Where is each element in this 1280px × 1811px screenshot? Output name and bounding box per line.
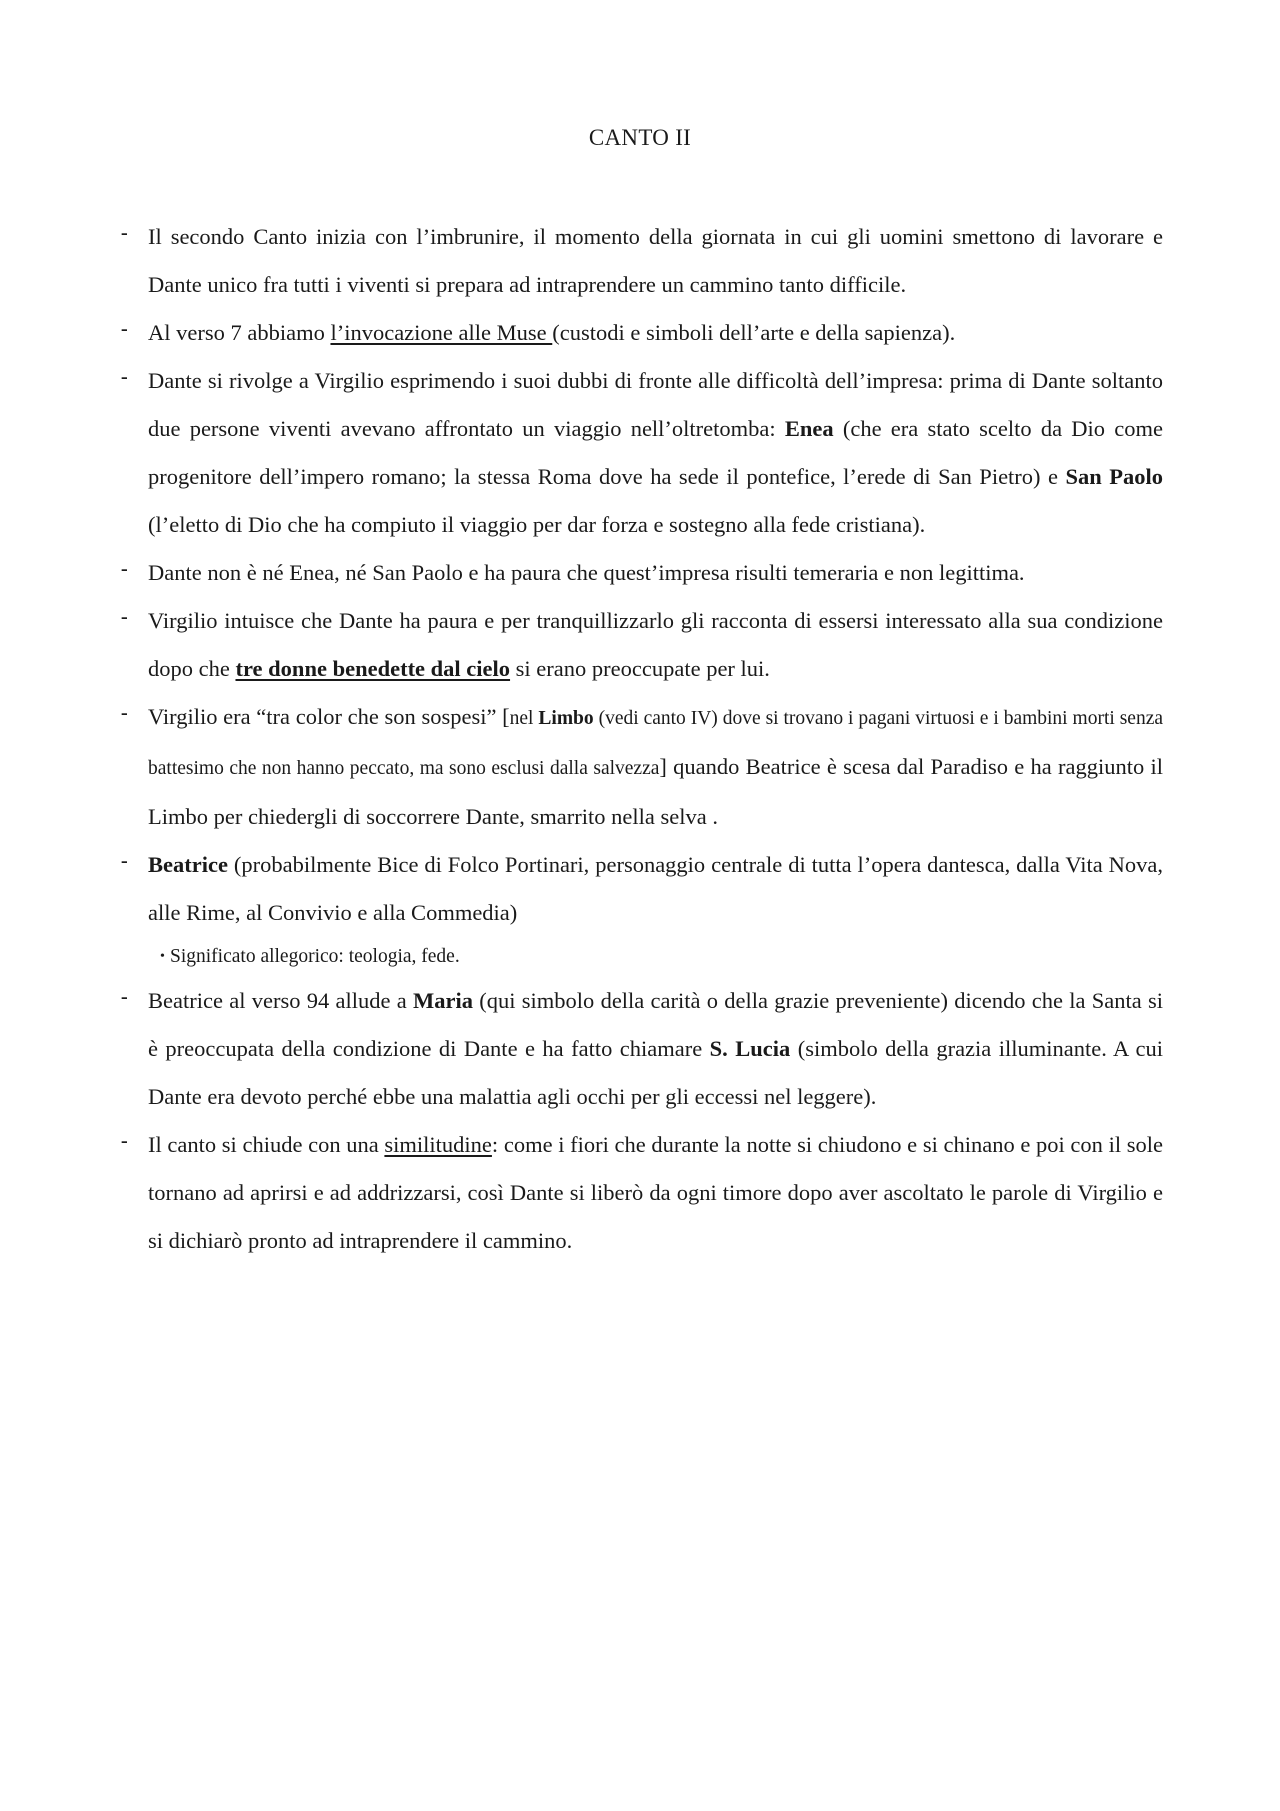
bold-term: Beatrice [148, 852, 228, 877]
bold-term: Maria [413, 988, 473, 1013]
bold-term: S. Lucia [709, 1036, 791, 1061]
item-text: : come i fiori che durante la notte si chiudono e si chinano e poi con il sole tornano ad aprirsi e ad addrizzarsi, così Dante si liberò da ogni timore dopo aver ascoltato le parole di Virgilio e si dichiarò pronto ad intraprendere il cammino. [148, 1132, 1163, 1253]
item-text: Il canto si chiude con una [148, 1132, 385, 1157]
list-item [118, 1121, 1163, 1265]
item-text: (l’eletto di Dio che ha compiuto il viaggio per dar forza e sostegno alla fede cristiana). [148, 512, 926, 537]
dash-marker: - [118, 605, 131, 629]
item-text: ] quando Beatrice è scesa dal Paradiso e ha raggiunto il Limbo per chiedergli di soccorrere Dante, smarrito nella selva . [148, 754, 1163, 829]
bullet-list [118, 213, 1163, 1265]
list-item [118, 549, 1163, 597]
item-text: Al verso 7 abbiamo [148, 320, 331, 345]
dash-marker: - [118, 1129, 131, 1153]
bold-term: Limbo [538, 708, 594, 729]
list-item [118, 309, 1163, 357]
dash-marker: - [118, 365, 131, 389]
item-text: Dante non è né Enea, né San Paolo e ha paura che quest’impresa risulti temeraria e non legittima. [148, 560, 1025, 585]
list-item [118, 597, 1163, 693]
list-item [118, 693, 1163, 841]
item-text: Virgilio era “tra color che son sospesi” [ [148, 704, 510, 729]
item-text: si erano preoccupate per lui. [510, 656, 770, 681]
dash-marker: - [118, 557, 131, 581]
dash-marker: - [118, 317, 131, 341]
dash-marker: - [118, 985, 131, 1009]
underlined-term: similitudine [384, 1132, 492, 1157]
item-text: (che era stato scelto da Dio come progenitore dell’impero romano; la stessa Roma dove ha sede il pontefice, l’erede di San Pietro) e [148, 416, 1163, 489]
dash-marker: - [118, 849, 131, 873]
bold-term: Enea [784, 416, 834, 441]
bold-underlined-term: tre donne benedette dal cielo [235, 656, 511, 681]
sub-list-item [118, 937, 1163, 977]
list-item [118, 213, 1163, 309]
list-item [118, 357, 1163, 549]
bracket-note: (vedi canto IV) dove si trovano i pagani virtuosi e i bambini morti senza battesimo che non hanno peccato, ma sono esclusi dalla salvezza [148, 708, 1164, 779]
page-title: CANTO II [588, 125, 692, 150]
underlined-term: l’invocazione alle Muse [330, 320, 553, 345]
list-item [118, 841, 1163, 937]
bullet-marker: • [160, 949, 165, 964]
item-text: (qui simbolo della carità o della grazie preveniente) dicendo che la Santa si è preoccupata della condizione di Dante e ha fatto chiamare [148, 988, 1163, 1061]
item-text: (simbolo della grazia illuminante. A cui Dante era devoto perché ebbe una malattia agli occhi per gli eccessi nel leggere). [148, 1036, 1163, 1109]
item-text: Beatrice al verso 94 allude a [148, 988, 414, 1013]
item-text: Il secondo Canto inizia con l’imbrunire, il momento della giornata in cui gli uomini smettono di lavorare e Dante unico fra tutti i viventi si prepara ad intraprendere un cammino tanto difficile. [148, 224, 1163, 297]
item-text: Dante si rivolge a Virgilio esprimendo i suoi dubbi di fronte alle difficoltà dell’impresa: prima di Dante soltanto due persone viventi avevano affrontato un viaggio nell’oltretomba: [148, 368, 1163, 441]
sub-item-text: Significato allegorico: teologia, fede. [170, 946, 460, 967]
item-text: (custodi e simboli dell’arte e della sapienza). [552, 320, 956, 345]
bold-term: San Paolo [1065, 464, 1163, 489]
dash-marker: - [118, 701, 131, 725]
item-text: (probabilmente Bice di Folco Portinari, personaggio centrale di tutta l’opera dantesca, dalla Vita Nova, alle Rime, al Convivio e alla Commedia) [148, 852, 1163, 925]
dash-marker: - [118, 221, 131, 245]
list-item [118, 977, 1163, 1121]
item-text: Virgilio intuisce che Dante ha paura e per tranquillizzarlo gli racconta di essersi interessato alla sua condizione dopo che [148, 608, 1163, 681]
bracket-note: nel [509, 708, 539, 729]
